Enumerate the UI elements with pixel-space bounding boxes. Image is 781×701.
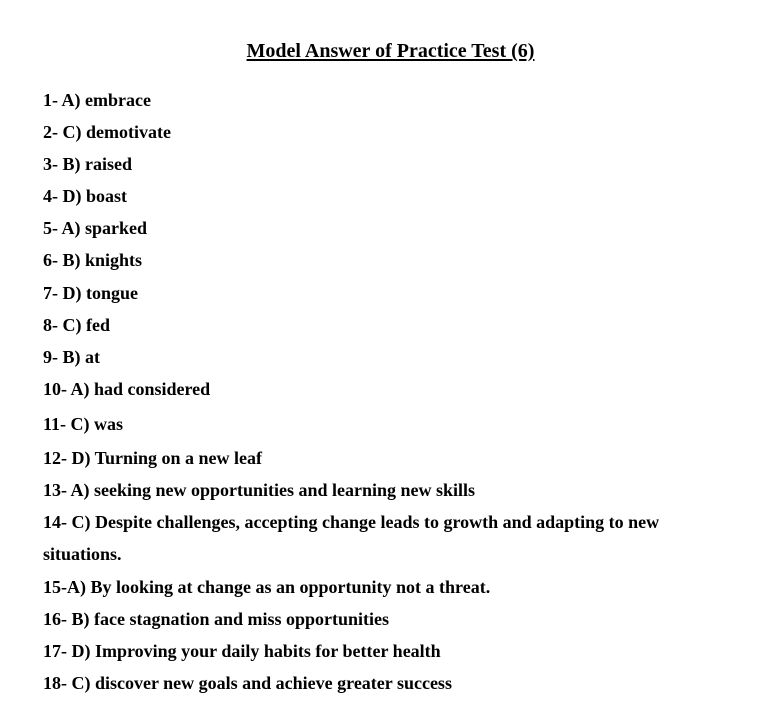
answer-line: 2- C) demotivate: [43, 122, 171, 142]
answer-line: 9- B) at: [43, 347, 100, 367]
page-title: Model Answer of Practice Test (6): [246, 40, 535, 62]
answer-line: 15-A) By looking at change as an opportunity not a threat.: [43, 577, 491, 597]
answer-line: 13- A) seeking new opportunities and learning new skills: [43, 480, 476, 500]
answer-line: 4- D) boast: [43, 186, 127, 206]
answer-line: 3- B) raised: [43, 154, 132, 174]
answer-line: 1- A) embrace: [43, 90, 151, 110]
answer-line: 16- B) face stagnation and miss opportunities: [43, 609, 390, 629]
answer-line: 6- B) knights: [43, 250, 143, 270]
answer-line: 8- C) fed: [43, 315, 110, 335]
answer-line-continuation: situations.: [43, 544, 122, 564]
answer-line: 12- D) Turning on a new leaf: [43, 448, 263, 468]
answer-line: 7- D) tongue: [43, 283, 138, 303]
answer-line: 10- A) had considered: [43, 379, 211, 399]
answer-line: 11- C) was: [43, 414, 123, 434]
answer-line: 5- A) sparked: [43, 218, 148, 238]
answer-line: 14- C) Despite challenges, accepting change leads to growth and adapting to new: [43, 512, 660, 532]
answer-line: 17- D) Improving your daily habits for better health: [43, 641, 441, 661]
answer-line: 18- C) discover new goals and achieve greater success: [43, 673, 452, 693]
